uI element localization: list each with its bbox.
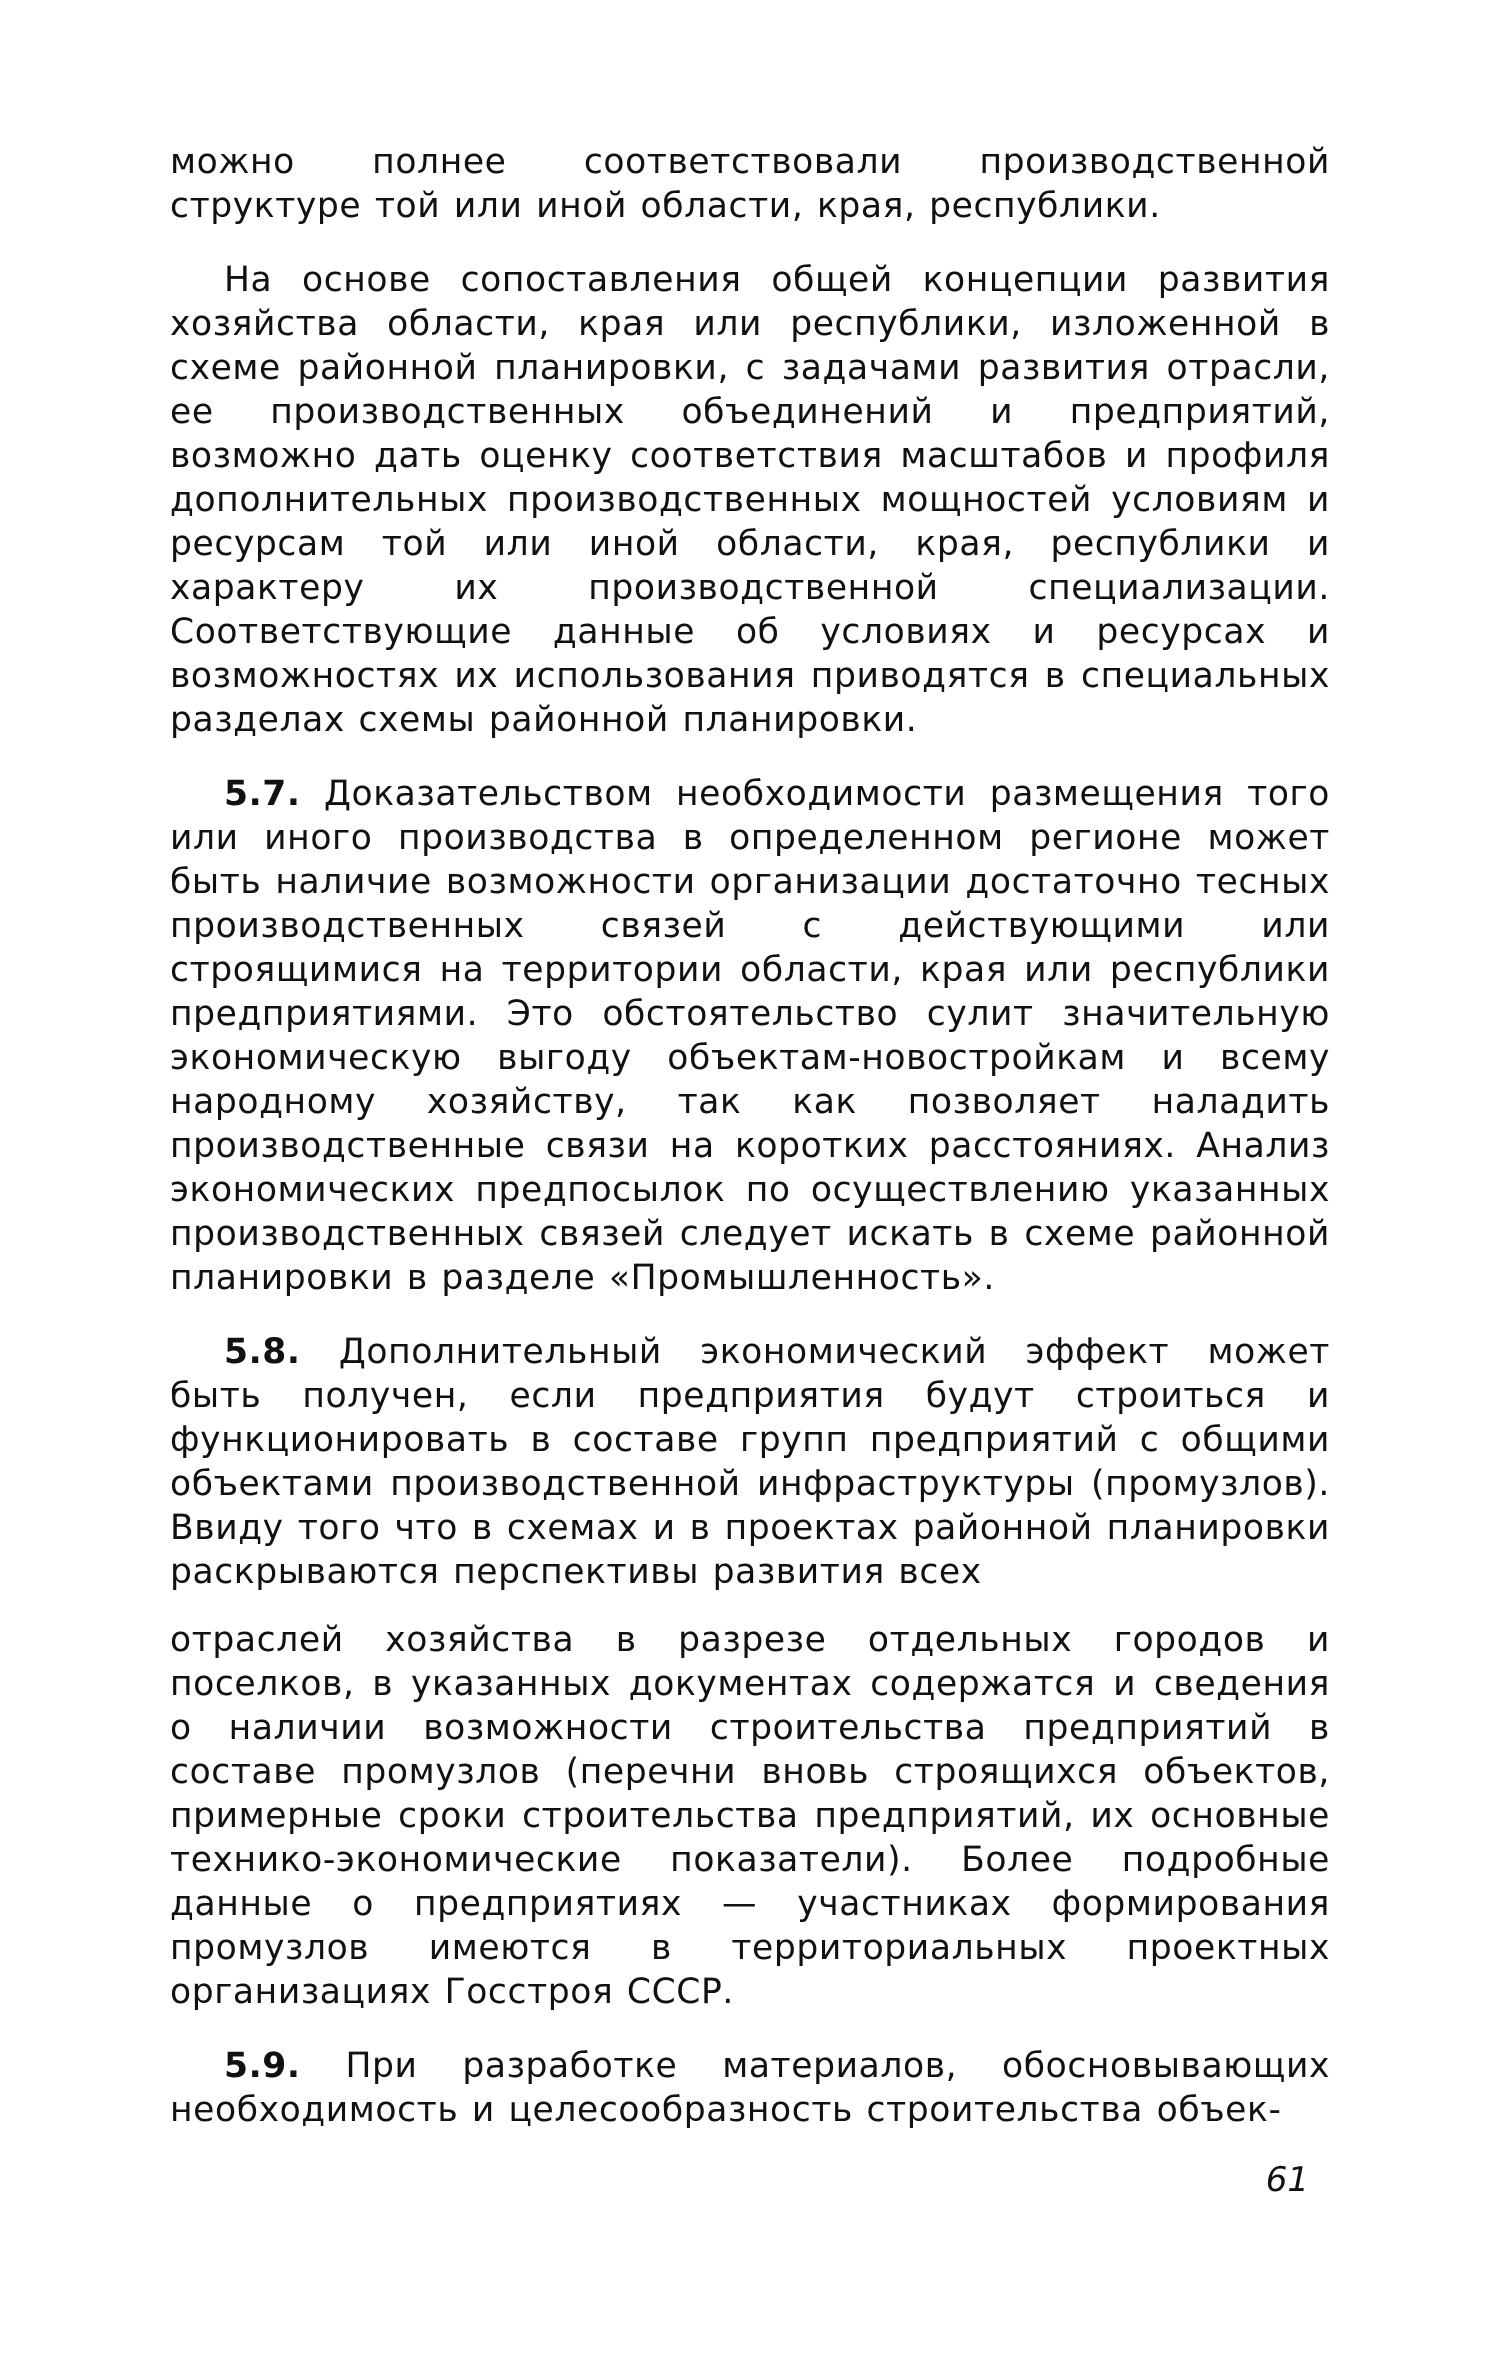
paragraph-text: На основе сопоставления общей концепции развития хозяйства области, края или республики, изложенной в схеме районной планировки, с задачами развития отрасли, ее производственных объединений и предприятий, возможно дать оценку соответствия масштабов и профиля дополнительных производственных мощностей условиям и ресурсам той или иной области, края, республики и характеру их производственной специализации. Соответствующие данные об условиях и ресурсах и возможностях их использования приводятся в специальных разделах схемы районной планировки. xyxy=(170,260,1330,740)
paragraph-concept-comparison xyxy=(170,258,1330,742)
paragraph-5-9 xyxy=(170,2044,1330,2132)
paragraph-text: можно полнее соответствовали производственной структуре той или иной области, края, республики. xyxy=(170,142,1330,226)
paragraph-text: Доказательством необходимости размещения того или иного производства в определенном регионе может быть наличие возможности организации достаточно тесных производственных связей с действующими или строящимися на территории области, края или республики предприятиями. Это обстоятельство сулит значительную экономическую выгоду объектам-новостройкам и всему народному хозяйству, так как позволяет наладить производственные связи на коротких расстояниях. Анализ экономических предпосылок по осуществлению указанных производственных связей следует искать в схеме районной планировки в разделе «Промышленность». xyxy=(170,774,1330,1298)
page-number: 61 xyxy=(1265,2160,1309,2200)
paragraph-intro-continuation xyxy=(170,140,1330,228)
paragraph-5-8 xyxy=(170,1330,1330,1594)
section-number: 5.9. xyxy=(224,2046,301,2086)
paragraph-text: При разработке материалов, обосновывающих необходимость и целесообразность строительства объек- xyxy=(170,2046,1330,2130)
document-page xyxy=(170,140,1330,2132)
paragraph-text: Дополнительный экономический эффект может быть получен, если предприятия будут строиться и функционировать в составе групп предприятий с общими объектами производственной инфраструктуры (промузлов). Ввиду того что в схемах и в проектах районной планировки раскрываются перспективы развития всех xyxy=(170,1332,1330,1592)
paragraph-5-7 xyxy=(170,772,1330,1300)
section-number: 5.8. xyxy=(224,1332,301,1372)
paragraph-5-8-continuation xyxy=(170,1618,1330,2014)
section-number: 5.7. xyxy=(224,774,301,814)
paragraph-text: отраслей хозяйства в разрезе отдельных городов и поселков, в указанных документах содержатся и сведения о наличии возможности строительства предприятий в составе промузлов (перечни вновь строящихся объектов, примерные сроки строительства предприятий, их основные технико-экономические показатели). Более подробные данные о предприятиях — участниках формирования промузлов имеются в территориальных проектных организациях Госстроя СССР. xyxy=(170,1620,1330,2012)
